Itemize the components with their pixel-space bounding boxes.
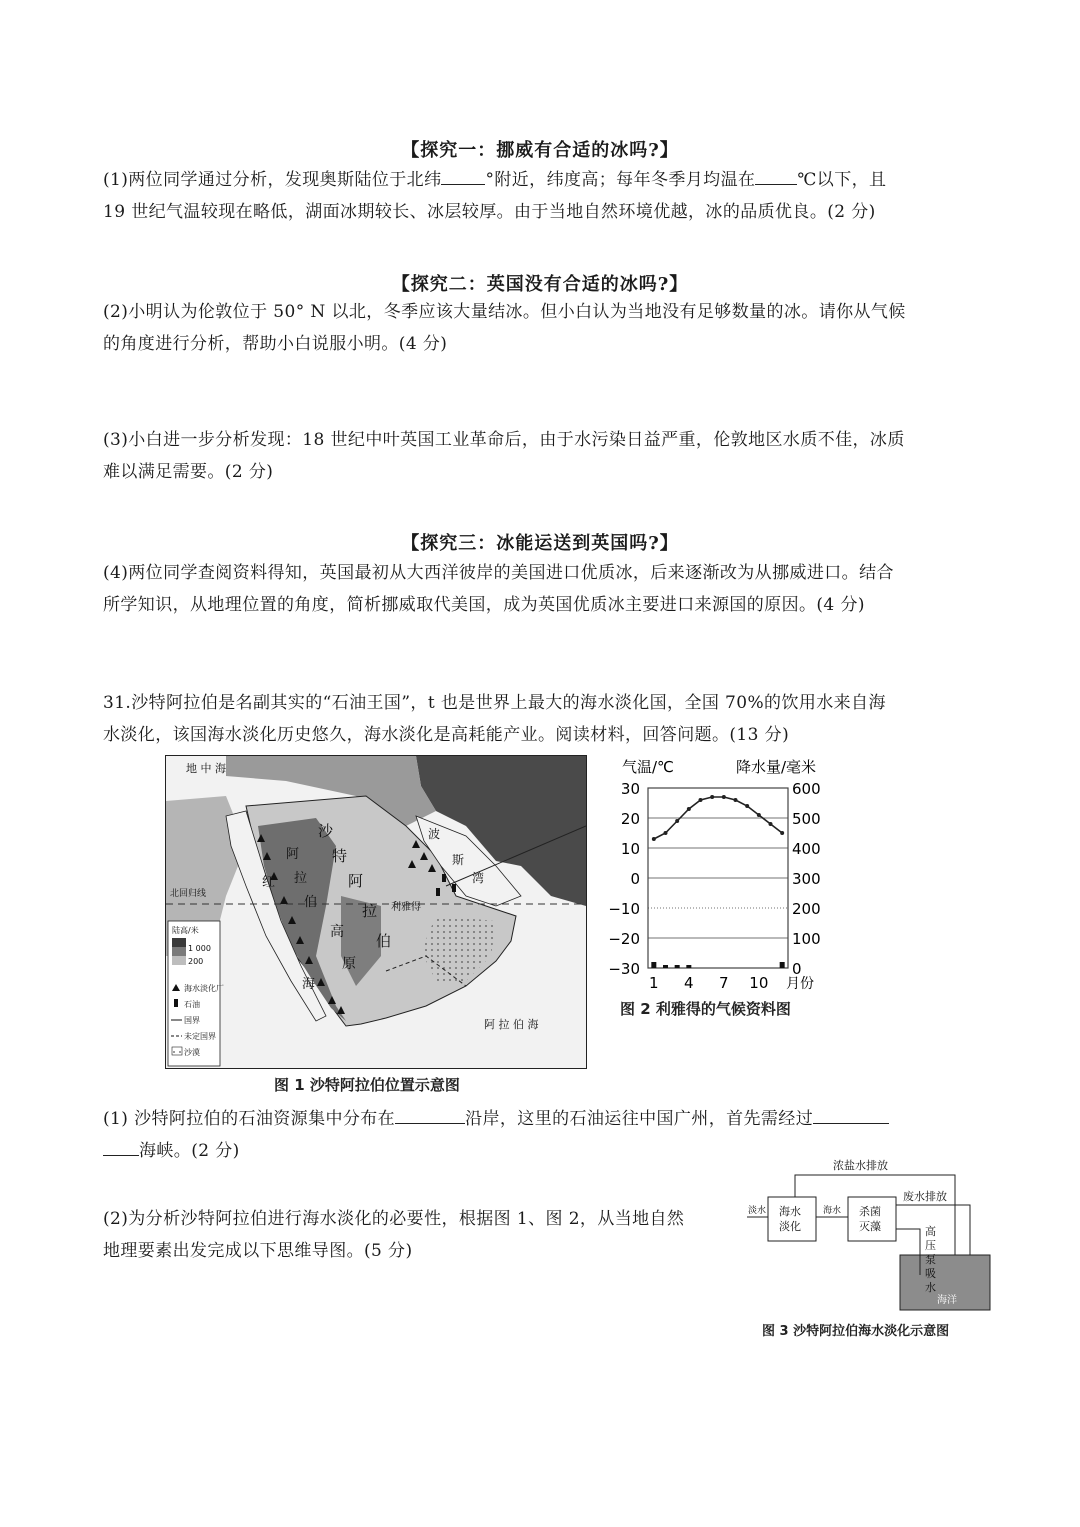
label-asia-a: 阿 — [286, 847, 300, 862]
sterilize-label-2: 灭藻 — [859, 1220, 881, 1233]
y-right-tick-label: 100 — [792, 930, 821, 948]
q31-line2: 水淡化，该国海水淡化历史悠久，海水淡化是高耗能产业。阅读材料，回答问题。(13 分) — [103, 725, 790, 745]
desal-label-1: 海水 — [779, 1205, 801, 1218]
oil-marker — [452, 884, 456, 892]
y-left-axis-title: 气温/℃ — [622, 758, 674, 776]
label-arab-sea: 阿 拉 伯 海 — [484, 1018, 539, 1031]
q1-blank-latitude[interactable] — [441, 183, 485, 185]
q1-blank-temperature[interactable] — [755, 183, 797, 185]
y-left-tick-label: −20 — [608, 930, 640, 948]
q31-blank-coast[interactable] — [395, 1122, 465, 1124]
pump-label-1: 高 — [925, 1225, 936, 1238]
y-right-tick-label: 200 — [792, 900, 821, 918]
label-saudi-2: 特 — [332, 847, 348, 865]
label-gulf-3: 湾 — [472, 871, 485, 885]
label-asia-la: 拉 — [294, 871, 308, 886]
y-left-tick-label: 0 — [630, 870, 640, 888]
label-mediterranean: 地 中 海 — [186, 762, 226, 775]
legend-oil-icon — [174, 999, 178, 1007]
x-tick-label: 7 — [719, 974, 729, 992]
temperature-point — [734, 798, 738, 802]
q31-sub2-line2: 地理要素出发完成以下思维导图。(5 分) — [103, 1241, 413, 1261]
desal-box — [768, 1197, 816, 1241]
brine-label: 浓盐水排放 — [833, 1159, 888, 1172]
q31-sub1-c: 海峡。(2 分) — [139, 1141, 240, 1161]
q3-line1: (3)小白进一步分析发现：18 世纪中叶英国工业革命后，由于水污染日益严重，伦敦地区水质不佳，冰质 — [103, 430, 905, 450]
label-asia-bo: 伯 — [304, 895, 318, 910]
chart-root — [608, 758, 820, 992]
label-gulf-2: 斯 — [452, 853, 465, 867]
section2-heading: 【探究二：英国没有合适的冰吗?】 — [391, 274, 689, 295]
q31-blank-strait-1[interactable] — [813, 1122, 889, 1124]
q31-line1: 31.沙特阿拉伯是名副其实的“石油王国”，t 也是世界上最大的海水淡化国，全国 70%的饮用水来自海 — [103, 693, 886, 713]
q31-sub2-line1: (2)为分析沙特阿拉伯进行海水淡化的必要性，根据图 1、图 2，从当地自然 — [103, 1209, 685, 1229]
x-tick-label: 10 — [749, 974, 769, 992]
q31-blank-strait-2[interactable] — [103, 1154, 139, 1156]
legend-elevation-title: 陆高/米 — [172, 926, 199, 935]
temperature-point — [745, 804, 749, 808]
legend-border: 国界 — [184, 1016, 200, 1025]
legend-desert-icon — [172, 1047, 182, 1055]
q2-text — [103, 296, 983, 360]
label-saudi-4: 拉 — [362, 902, 378, 920]
legend-swatch-low — [172, 956, 186, 965]
q2-line1: (2)小明认为伦敦位于 50° N 以北，冬季应该大量结冰。但小白认为当地没有足够数量的冰。请你从气候 — [103, 302, 906, 322]
fig3-caption: 图 3 沙特阿拉伯海水淡化示意图 — [762, 1324, 950, 1339]
legend-desert: 沙漠 — [184, 1048, 200, 1057]
waste-label: 废水排放 — [903, 1190, 947, 1203]
temperature-point — [687, 807, 691, 811]
sterilize-box — [848, 1197, 896, 1241]
precip-bar — [686, 965, 691, 968]
temperature-point — [710, 795, 714, 799]
fresh-label: 淡水 — [748, 1206, 767, 1216]
x-axis-title: 月份 — [786, 976, 814, 992]
fig3-desal-diagram — [745, 1155, 1005, 1315]
section1-heading: 【探究一：挪威有合适的冰吗?】 — [401, 140, 679, 161]
sterilize-label-1: 杀菌 — [859, 1205, 881, 1218]
q1-line2: 19 世纪气温较现在略低，湖面冰期较长、冰层较厚。由于当地自然环境优越，冰的品质优良。(2 分) — [103, 202, 876, 222]
q4-line2: 所学知识，从地理位置的角度，简析挪威取代美国，成为英国优质冰主要进口来源国的原因。(4 分) — [103, 595, 865, 615]
y-left-tick-label: 20 — [620, 810, 640, 828]
q31-sub2 — [103, 1203, 743, 1267]
pump-label-4: 吸 — [925, 1267, 936, 1280]
label-saudi-3: 阿 — [348, 872, 364, 890]
temperature-point — [722, 795, 726, 799]
y-right-tick-label: 500 — [792, 810, 821, 828]
temperature-point — [699, 798, 703, 802]
oil-marker — [436, 888, 440, 896]
seawater-label: 海水 — [823, 1206, 842, 1216]
section3-heading: 【探究三：冰能运送到英国吗?】 — [401, 533, 679, 554]
q31-sub1-b: 沿岸，这里的石油运往中国广州，首先需经过 — [465, 1109, 814, 1129]
q4-text — [103, 557, 983, 621]
q31-sub1-a: (1) 沙特阿拉伯的石油资源集中分布在 — [103, 1109, 396, 1129]
y-left-tick-label: 10 — [620, 840, 640, 858]
pump-label-3: 泵 — [925, 1253, 936, 1266]
y-right-tick-label: 300 — [792, 870, 821, 888]
q1-text — [103, 164, 983, 228]
fig2-climate-chart — [600, 752, 840, 1037]
temperature-point — [664, 831, 668, 835]
map-legend — [168, 921, 224, 1066]
q1-part-a: (1)两位同学通过分析，发现奥斯陆位于北纬 — [103, 170, 442, 190]
desal-label-2: 淡化 — [779, 1220, 801, 1233]
fig2-caption: 图 2 利雅得的气候资料图 — [620, 1000, 791, 1018]
legend-1000: 1 000 — [188, 944, 211, 953]
y-left-tick-label: −30 — [608, 960, 640, 978]
q1-part-c: ℃以下，且 — [797, 170, 887, 190]
pump-label-2: 压 — [925, 1239, 936, 1252]
legend-oil: 石油 — [184, 1000, 200, 1009]
q3-line2: 难以满足需要。(2 分) — [103, 462, 274, 482]
label-saudi-5: 伯 — [376, 932, 392, 950]
precip-bar — [663, 965, 668, 968]
precip-bar — [651, 962, 656, 968]
legend-swatch-mid — [172, 947, 186, 956]
temperature-point — [769, 822, 773, 826]
fig1-caption: 图 1 沙特阿拉伯位置示意图 — [274, 1076, 460, 1094]
x-tick-label: 4 — [684, 974, 694, 992]
q31-intro — [103, 687, 983, 751]
x-tick-label: 1 — [649, 974, 659, 992]
y-right-axis-title: 降水量/毫米 — [736, 758, 817, 776]
y-left-tick-label: −10 — [608, 900, 640, 918]
fig1-map-svg — [166, 756, 586, 1068]
label-gulf-1: 波 — [428, 827, 441, 841]
ocean-label: 海洋 — [937, 1295, 957, 1306]
temperature-point — [780, 831, 784, 835]
q2-line2: 的角度进行分析，帮助小白说服小明。(4 分) — [103, 334, 448, 354]
y-right-tick-label: 0 — [792, 960, 802, 978]
label-riyadh: 利雅得 — [391, 902, 421, 913]
temperature-point — [652, 837, 656, 841]
q1-part-b: °附近，纬度高；每年冬季月均温在 — [485, 170, 756, 190]
y-right-tick-label: 600 — [792, 780, 821, 798]
temperature-point — [757, 813, 761, 817]
fig1-map — [165, 755, 587, 1069]
label-tropic: 北回归线 — [170, 889, 207, 899]
precip-bar — [780, 962, 785, 968]
label-plateau-1: 高 — [330, 924, 344, 940]
label-saudi-1: 沙 — [318, 822, 334, 840]
q4-line1: (4)两位同学查阅资料得知，英国最初从大西洋彼岸的美国进口优质冰，后来逐渐改为从挪威进口。结合 — [103, 563, 894, 583]
oil-marker — [442, 874, 446, 882]
legend-undef: 未定国界 — [184, 1032, 216, 1041]
legend-swatch-high — [172, 938, 186, 947]
precip-bar — [675, 965, 680, 968]
legend-200: 200 — [188, 957, 204, 966]
label-plateau-2: 原 — [342, 956, 356, 972]
temperature-point — [675, 819, 679, 823]
y-right-tick-label: 400 — [792, 840, 821, 858]
q3-text — [103, 424, 983, 488]
label-red-1: 红 — [262, 875, 276, 890]
legend-desal: 海水淡化厂 — [184, 984, 224, 993]
pump-label-5: 水 — [925, 1281, 936, 1294]
label-red-2: 海 — [302, 977, 316, 992]
y-left-tick-label: 30 — [620, 780, 640, 798]
